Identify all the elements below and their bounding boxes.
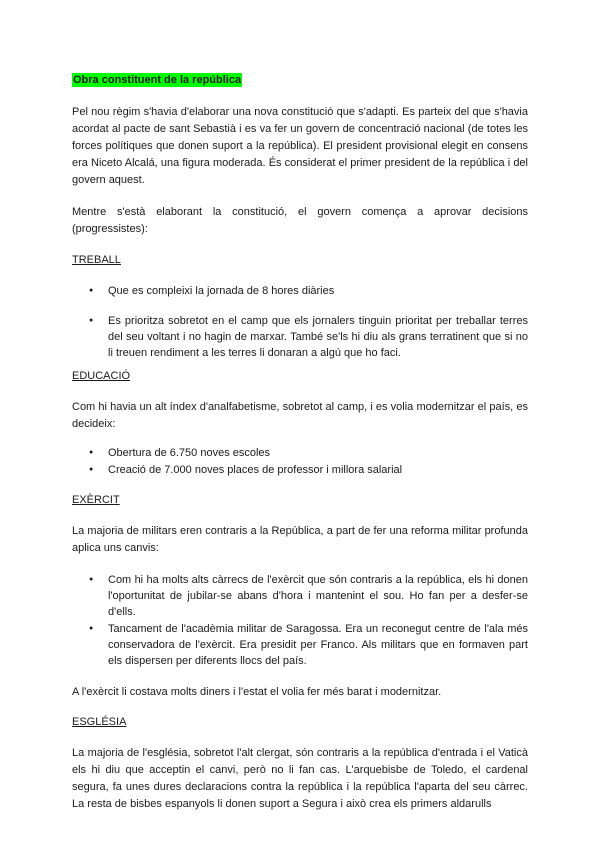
list-item: ● Creació de 7.000 noves places de professor i millora salarial	[108, 462, 528, 478]
section-heading-esglesia: ESGLÉSIA	[72, 716, 127, 728]
exercit-paragraph: La majoria de militars eren contraris a la República, a part de fer una reforma militar profunda aplica uns canvis:	[72, 525, 528, 554]
section-heading-educacio: EDUCACIÓ	[72, 370, 131, 382]
intro-paragraph-2: Mentre s'està elaborant la constitució, el govern comença a aprovar decisions (progressistes):	[72, 206, 528, 235]
list-item: ● Es prioritza sobretot en el camp que els jornalers tinguin prioritat per treballar terres del seu voltant i no hagin de marxar. També se'ls hi diu als grans terratinent que si no li treuen rendiment a les terres li donaran a algú que ho faci.	[108, 313, 528, 361]
treball-list	[72, 283, 528, 361]
list-item: ● Com hi ha molts alts càrrecs de l'exèrcit que són contraris a la república, els hi donen l'oportunitat de jubilar-se abans d'hora i mantenint el sou. Ho fan per a desfer-se d'ells.	[108, 572, 528, 620]
educacio-list	[72, 445, 528, 478]
educacio-paragraph: Com hi havia un alt índex d'analfabetisme, sobretot al camp, i es volia modernitzar el país, es decideix:	[72, 401, 528, 430]
intro-paragraph-1: Pel nou règim s'havia d'elaborar una nova constitució que s'adapti. Es parteix del que s'havia acordat al pacte de sant Sebastià i es va fer un govern de concentració nacional (de totes les forces polítiques que donen suport a la república). El president provisional elegit en consens era Niceto Alcalá, una figura moderada. És considerat el primer president de la república i del govern aquest.	[72, 106, 528, 186]
exercit-list	[72, 572, 528, 669]
exercit-closing-paragraph: A l'exèrcit li costava molts diners i l'estat el volia fer més barat i modernitzar.	[72, 686, 442, 698]
list-item: ● Tancament de l'acadèmia militar de Saragossa. Era un reconegut centre de l'ala més conservadora de l'exèrcit. Era presidit per Franco. Als militars que en formaven part els dispersen per diferents llocs del país.	[108, 621, 528, 669]
title-wrap	[72, 70, 528, 88]
esglesia-paragraph: La majoria de l'església, sobretot l'alt clergat, són contraris a la república d'entrada i el Vaticà els hi diu que acceptin el canvi, però no li fan cas. L'arquebisbe de Toledo, el cardenal segura, fa unes dures declaracions contra la república i la república l'aparta del seu càrrec. La resta de bisbes espanyols li donen suport a Segura i això crea els primers aldarulls	[72, 747, 528, 810]
document-title: Obra constituent de la república	[73, 74, 242, 86]
section-heading-treball: TREBALL	[72, 254, 121, 266]
list-item: ● Que es compleixi la jornada de 8 hores diàries	[108, 283, 528, 299]
section-heading-exercit: EXÈRCIT	[72, 494, 120, 506]
list-item: ● Obertura de 6.750 noves escoles	[108, 445, 528, 461]
